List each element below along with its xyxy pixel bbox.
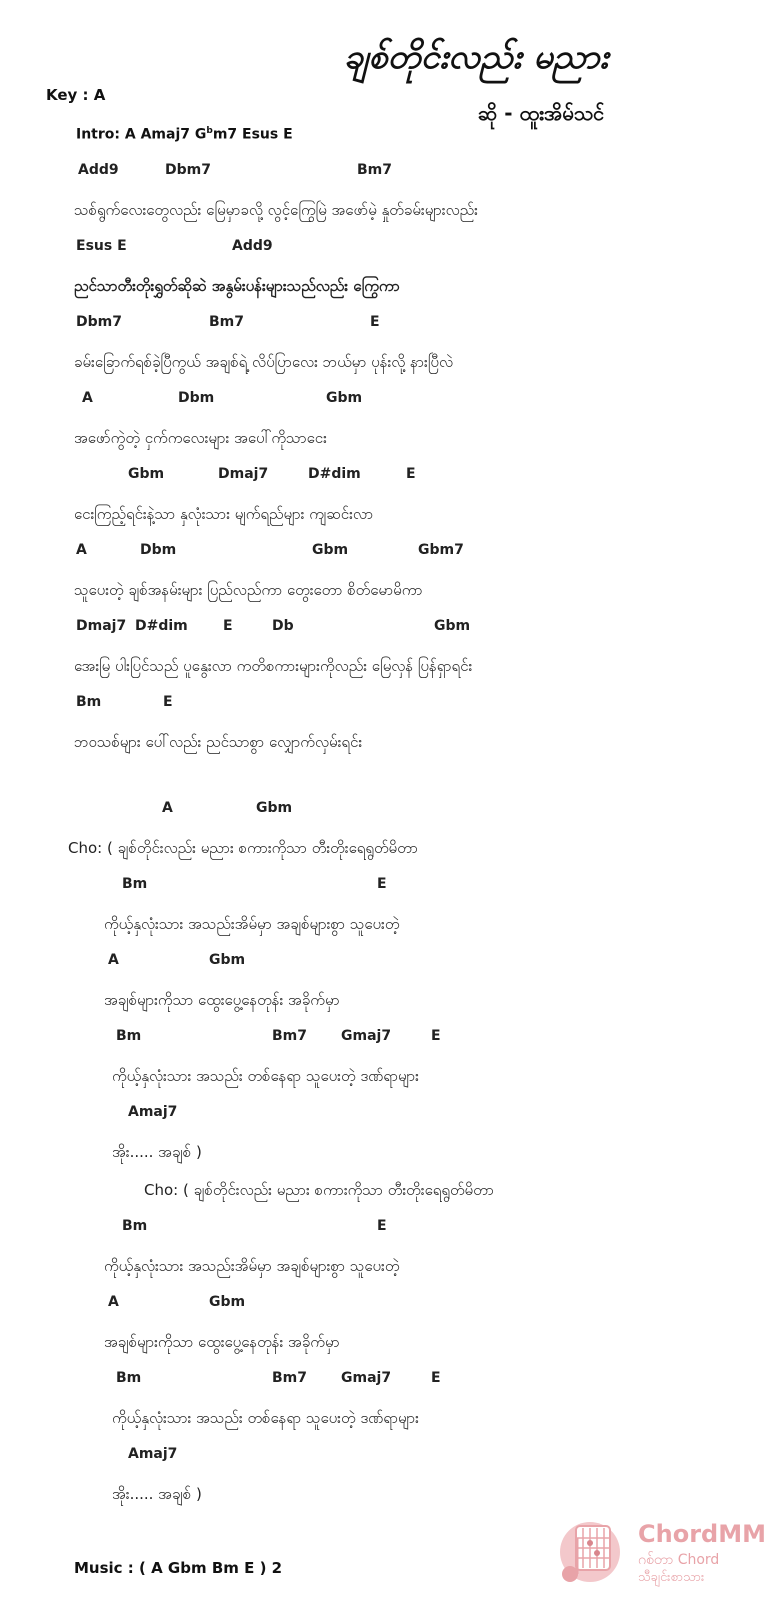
chord: Dbm [178,390,215,406]
chord: Bm [76,694,102,710]
chord: E [223,618,233,634]
lyric-line: သစ်ရွက်လေးတွေလည်း မြေမှာခလို့ လွင့်ကြွေမြဲ အဖော်မဲ့ နှုတ်ခမ်းများလည်း [74,201,478,219]
music-outro: Music : ( A Gbm Bm E ) 2 [74,1559,283,1577]
guitar-chord-logo-icon [556,1508,630,1588]
chord: Dmaj7 [76,618,127,634]
chord: Bm7 [272,1028,307,1044]
chord: E [370,314,380,330]
chord: E [406,466,416,482]
chord: A [108,1294,119,1310]
logo-name: ChordMM [638,1520,766,1548]
chord: Bm [122,876,148,892]
chord: Dbm7 [76,314,122,330]
chord: Gbm [256,800,293,816]
chord: Gbm [326,390,363,406]
lyric-line: အချစ်များကိုသာ ထွေးပွေ့နေတုန်း အခိုက်မှာ [104,1333,340,1351]
chord: Gbm [312,542,349,558]
lyric-line: ညင်သာတီးတိုးရွှတ်ဆိုဆဲ အနွမ်းပန်းများသည်လည်း ကြွေကာ [74,277,400,295]
song-title: ချစ်တိုင်းလည်း မညား [344,37,609,77]
chord: Db [272,618,294,634]
song-key: Key : A [46,86,106,104]
chord: Bm [116,1370,142,1386]
lyric-line: အချစ်များကိုသာ ထွေးပွေ့နေတုန်း အခိုက်မှာ [104,991,340,1009]
chord: A [82,390,93,406]
chord: Gbm [434,618,471,634]
chord: Bm [122,1218,148,1234]
lyric-line: အိုး..... အချစ် ) [112,1143,202,1161]
chord: Bm7 [357,162,392,178]
chord: Bm7 [272,1370,307,1386]
chord: E [377,1218,387,1234]
chord: E [377,876,387,892]
lyric-line: ငေးကြည့်ရင်းနဲ့သာ နှလုံးသား မျက်ရည်များ ကျဆင်းလာ [74,505,374,523]
chord: Gbm7 [418,542,464,558]
chord: Add9 [232,238,273,254]
chord: D#dim [308,466,361,482]
lyric-line: ကိုယ့်နှလုံးသား အသည်း တစ်နေရာ သူပေးတဲ့ ဒဏ်ရာများ [112,1409,419,1427]
chord: Gmaj7 [341,1370,392,1386]
lyric-line: ဘဝသစ်များ ပေါ်လည်း ညင်သာစွာ လျှောက်လှမ်းရင်း [74,733,363,751]
chord: Gbm [209,952,246,968]
chord: Dbm [140,542,177,558]
chord: E [431,1370,441,1386]
chord: Esus E [76,238,127,254]
chord: Amaj7 [128,1446,178,1462]
lyric-line: ကိုယ့်နှလုံးသား အသည်းအိမ်မှာ အချစ်များစွာ သူပေးတဲ့ [104,915,400,933]
chord: A [76,542,87,558]
chord: Dbm7 [165,162,211,178]
chord: Gbm [128,466,165,482]
chord: Amaj7 [128,1104,178,1120]
chord: Gbm [209,1294,246,1310]
chord: Bm [116,1028,142,1044]
lyric-line: ကိုယ့်နှလုံးသား အသည်းအိမ်မှာ အချစ်များစွာ သူပေးတဲ့ [104,1257,400,1275]
intro-chords [76,126,293,143]
chorus-line: Cho: ( ချစ်တိုင်းလည်း မညား စကားကိုသာ တီးတိုးရေရွတ်မိတာ [68,839,418,857]
chord: A [162,800,173,816]
lyric-line: ကိုယ့်နှလုံးသား အသည်း တစ်နေရာ သူပေးတဲ့ ဒဏ်ရာများ [112,1067,419,1085]
singer-credit: ဆို - ထူးအိမ်သင် [478,101,605,125]
intro-suffix: m7 Esus E [212,126,293,143]
intro-prefix: Intro: A Amaj7 G [76,126,207,143]
lyric-line: ခမ်းခြောက်ရစ်ခဲ့ပြီကွယ် အချစ်ရဲ့ လိပ်ပြာလေး ဘယ်မှာ ပုန်းလို့ နားပြီလဲ [74,353,454,371]
lyric-line: အေးမြ ပါးပြင်သည် ပူနွေးလာ ကတိစကားများကိုလည်း မြေလှန် ပြန်ရှာရင်း [74,657,473,675]
chord: Add9 [78,162,119,178]
lyric-line: အိုး..... အချစ် ) [112,1485,202,1503]
chorus-line: Cho: ( ချစ်တိုင်းလည်း မညား စကားကိုသာ တီးတိုးရေရွတ်မိတာ [144,1181,494,1199]
intro-flat-sup: b [206,126,213,136]
lyric-line: သူပေးတဲ့ ချစ်အနမ်းများ ပြည်လည်ကာ တွေးတော စိတ်မောမိကာ [74,581,423,599]
chord: E [163,694,173,710]
chord: D#dim [135,618,188,634]
logo-line1: ဂစ်တာ Chord [638,1552,720,1568]
chord: Dmaj7 [218,466,269,482]
lyric-line: အဖော်ကွဲတဲ့ ငှက်ကလေးများ အပေါ်ကိုသာငေး [74,429,327,447]
chord: Bm7 [209,314,244,330]
chord: Gmaj7 [341,1028,392,1044]
chord: A [108,952,119,968]
logo-line2: သီချင်းစာသား [638,1570,705,1585]
chord: E [431,1028,441,1044]
